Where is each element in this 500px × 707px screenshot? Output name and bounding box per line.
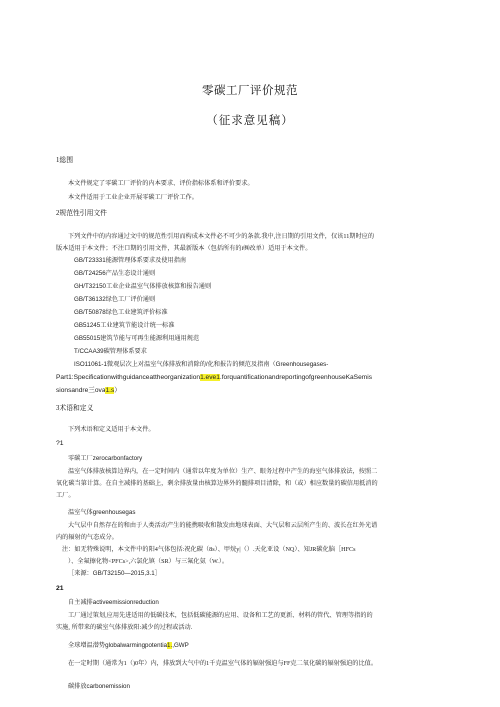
term-definition: 温室气体排放核算边界内，在一定时间内（通常以年度为单位）生产、眼务过程中产生的海室气体排放法，按照二 — [68, 468, 378, 475]
section-3-heading: 3术语和定义 — [56, 405, 94, 412]
document-title: 零碳工厂评价规范 — [202, 85, 298, 97]
term-definition: 内的辐射的气态成分。 — [56, 534, 118, 541]
section-1-heading: 1総围 — [56, 157, 73, 164]
iso-title-continuation: sionsandre三ova1.s） — [56, 387, 121, 394]
reference-item: GB/T50878绿色工业建筑评价标准 — [74, 309, 168, 316]
term-title: 自主减排activeemissionreduction — [68, 599, 159, 606]
reference-item: T/CCAA39碳管理体系要求 — [74, 348, 147, 355]
term-definition: 在一定时期（通常为1（)0年）内，排放到大气中的1千克温室气体的辐射强迫与FF克二氧化碳的辐射强迫的比值。 — [68, 660, 378, 667]
term-title: 温室气体greenhousegas — [68, 509, 136, 516]
term-title: 全球增温潜势globalwarmingpotentia1.,GWP — [68, 642, 189, 649]
reference-item: GB/T36132绿色工厂评价通则 — [74, 296, 156, 303]
section-2-intro: 版本适用于本文件；不注口期的引用文件，其最新版本（包括所有的i㈱改单）适用于本文件。 — [56, 245, 312, 252]
section-3-intro: 下列术语和定义适用于本文件。 — [68, 426, 155, 433]
term-number: ?1 — [56, 440, 64, 447]
term-title: 零碳工厂zerocarbonfactory — [68, 455, 143, 462]
term-title: 碳排放carbonemission — [68, 683, 130, 690]
highlight: 1.s — [105, 387, 115, 394]
reference-item: ISO11061-1微观层次上对温室气体排放和消除的/化和报告的倾范及指南（Greenhousegases- — [74, 361, 329, 368]
reference-item: GB55015建筑节能与可再生能源利用通用规范 — [74, 335, 200, 342]
term-source: ［来源：GB/T32150—2015,3.1］ — [68, 570, 161, 577]
term-definition: 工厂。 — [56, 492, 75, 499]
term-definition: 氧化碳当第计算。在自主减排的基础上，剩余排放量由核算边界外的髓排项目清除，和（或）相应数量的碳信用抵消的 — [56, 480, 378, 487]
section-1-paragraph: 本文件适用于工业企业开展零碳工厂评价工作。 — [68, 194, 198, 201]
term-note: 注：如无特殊说明，本文件中的阳4气体包括:祝化碳（8s）、甲烷y|（）.天化亚设（NQ）、知JR碳化脑［HFCs — [62, 546, 356, 553]
term-definition: 工厂通过策划,应用先进适用的低碳技术，包括低碳能源的应用、设备和工艺的更新、材料的管代、管理等指的的 — [68, 612, 373, 619]
section-1-paragraph: 本文件规定了零碳工厂评价的内本要求、评价指标体系和评价要求。 — [68, 180, 254, 187]
term-definition: 实施, 所带来的碳室气体排放阳:减少的过程或活动. — [56, 624, 193, 631]
reference-item: GB51245工业建筑节能设计统一标准 — [74, 322, 175, 329]
document-subtitle: （征求意见稿） — [206, 115, 294, 127]
term-definition: 大气层中自然存在的和由于人类活动产生的能携吸收和散发由地球表面、大气层和云层所产生的、波长在红外光谱 — [68, 522, 378, 529]
section-2-intro: 下列文件中的内容通过文中的规范性引用而构成本文件必不可少的条款.我中,注日期的引用文件，仅该11期时应的 — [68, 233, 375, 240]
section-2-heading: 2规范性引用文件 — [56, 210, 107, 217]
iso-title-continuation: Part1:Specificationwithguidanceattheorganization1.eve1.forquantificationandreportingofgreenhouseKaSemis — [56, 374, 372, 381]
reference-item: GB/T23331能源管理体系要求及使用指南 — [74, 257, 187, 264]
reference-item: GB/T24256产品生态设计通则 — [74, 270, 156, 277]
reference-item: GH/T32150工业企业温室气体排放核算和报告通则 — [74, 283, 212, 290]
highlight: 1. — [167, 642, 173, 649]
term-note: ）、全氟擦化物<PFCs>,六氯化镇（SR）与三氟化氨（W.）。 — [68, 558, 229, 565]
highlight: 1.eve1 — [200, 374, 220, 381]
term-number: 21 — [56, 585, 64, 592]
